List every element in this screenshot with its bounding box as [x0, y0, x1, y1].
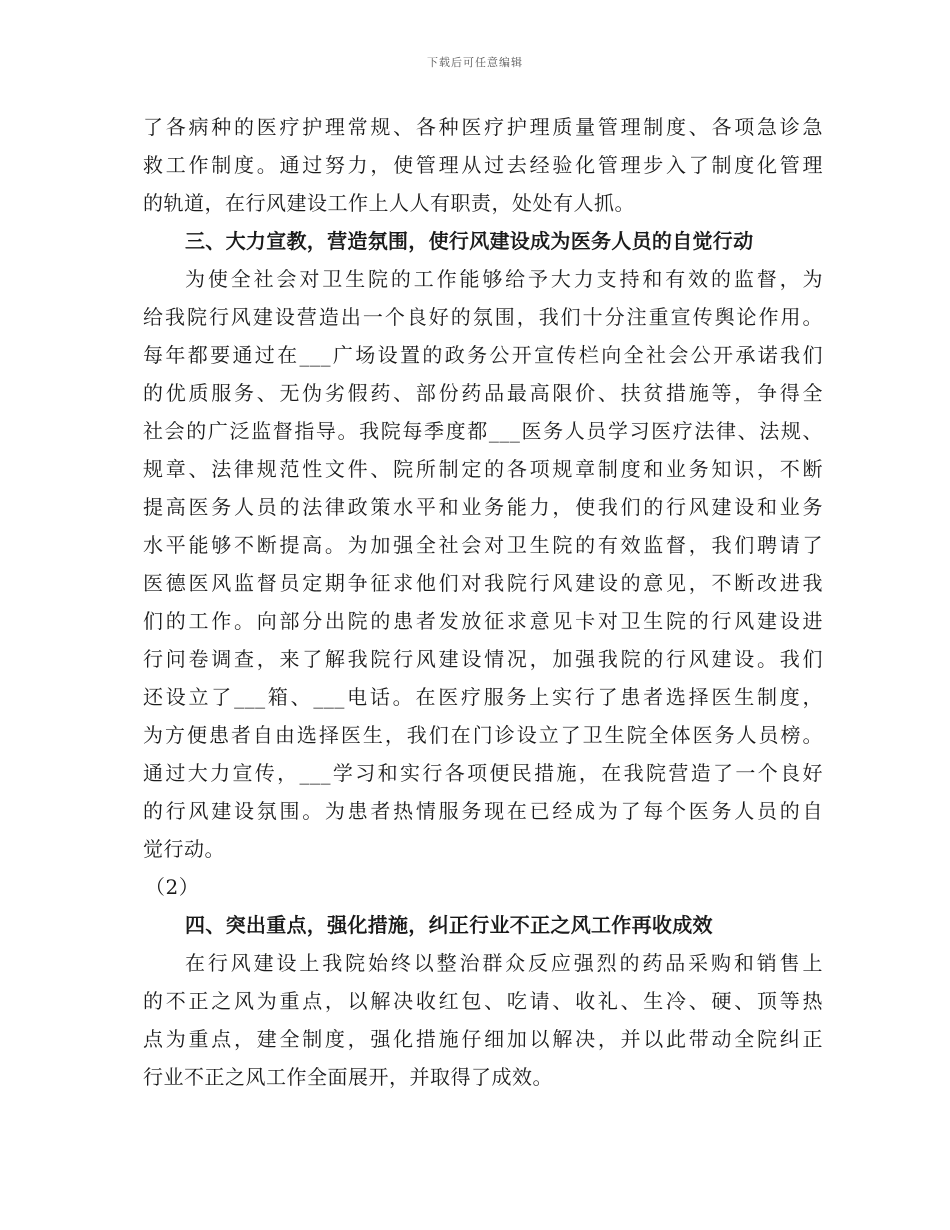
paragraph-line: 的轨道，在行风建设工作上人人有职责，处处有人抓。	[143, 191, 635, 215]
paragraph-line: 医德医风监督员定期争征求他们对我院行风建设的意见，不断改进我	[143, 571, 823, 595]
section-marker: （2）	[145, 875, 200, 899]
paragraph-line: 的优质服务、无伪劣假药、部份药品最高限价、扶贫措施等，争得全	[143, 381, 823, 405]
paragraph-line: 行问卷调查，来了解我院行风建设情况，加强我院的行风建设。我们	[143, 647, 823, 671]
paragraph-line: 觉行动。	[143, 837, 225, 861]
section-heading-4: 四、突出重点，强化措施，纠正行业不正之风工作再收成效	[185, 913, 713, 937]
paragraph-line: 点为重点，建全制度，强化措施仔细加以解决，并以此带动全院纠正	[143, 1027, 823, 1051]
paragraph-line: 的行风建设氛围。为患者热情服务现在已经成为了每个医务人员的自	[143, 799, 823, 823]
paragraph-line: 还设立了___箱、___电话。在医疗服务上实行了患者选择医生制度，	[143, 685, 823, 709]
paragraph-line: 通过大力宣传，___学习和实行各项便民措施，在我院营造了一个良好	[143, 761, 823, 785]
document-body	[143, 108, 823, 1096]
paragraph-line: 规章、法律规范性文件、院所制定的各项规章制度和业务知识，不断	[143, 457, 823, 481]
page-header: 下载后可任意编辑	[427, 56, 523, 69]
paragraph-line: 给我院行风建设营造出一个良好的氛围，我们十分注重宣传舆论作用。	[143, 305, 823, 329]
paragraph-line: 水平能够不断提高。为加强全社会对卫生院的有效监督，我们聘请了	[143, 533, 823, 557]
paragraph-line: 为使全社会对卫生院的工作能够给予大力支持和有效的监督，为	[185, 267, 823, 291]
paragraph-line: 在行风建设上我院始终以整治群众反应强烈的药品采购和销售上	[185, 951, 823, 975]
paragraph-line: 行业不正之风工作全面展开，并取得了成效。	[143, 1065, 553, 1089]
paragraph-line: 们的工作。向部分出院的患者发放征求意见卡对卫生院的行风建设进	[143, 609, 823, 633]
paragraph-line: 社会的广泛监督指导。我院每季度都___医务人员学习医疗法律、法规、	[143, 419, 823, 443]
paragraph-line: 为方便患者自由选择医生，我们在门诊设立了卫生院全体医务人员榜。	[143, 723, 823, 747]
paragraph-line: 每年都要通过在___广场设置的政务公开宣传栏向全社会公开承诺我们	[143, 343, 823, 367]
paragraph-line: 了各病种的医疗护理常规、各种医疗护理质量管理制度、各项急诊急	[143, 115, 823, 139]
paragraph-line: 提高医务人员的法律政策水平和业务能力，使我们的行风建设和业务	[143, 495, 823, 519]
paragraph-line: 救工作制度。通过努力，使管理从过去经验化管理步入了制度化管理	[143, 153, 823, 177]
section-heading-3: 三、大力宣教，营造氛围，使行风建设成为医务人员的自觉行动	[185, 229, 754, 253]
paragraph-line: 的不正之风为重点，以解决收红包、吃请、收礼、生冷、硬、顶等热	[143, 989, 823, 1013]
